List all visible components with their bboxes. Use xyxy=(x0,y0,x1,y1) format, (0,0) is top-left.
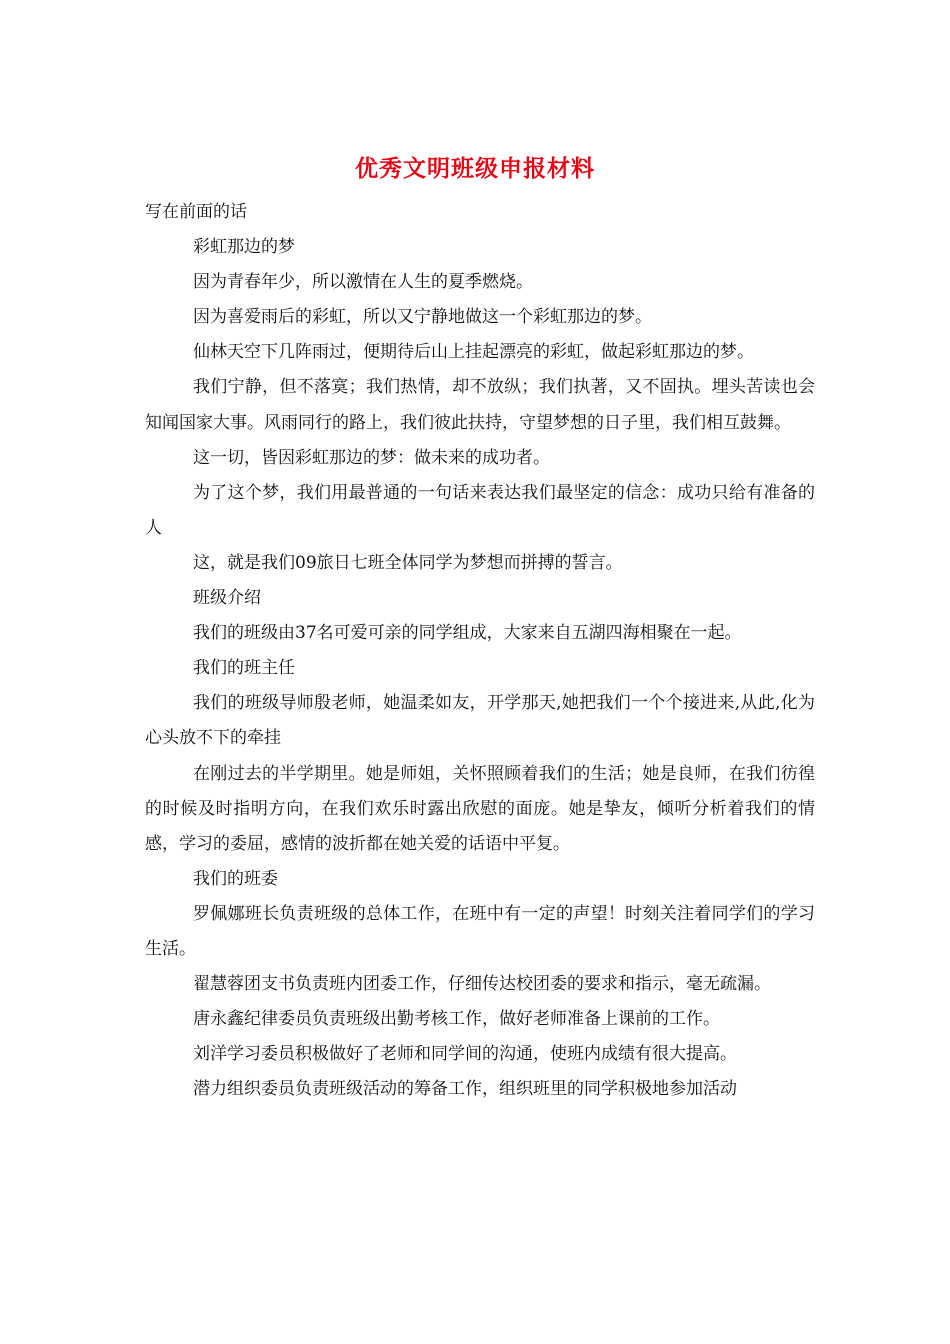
paragraph: 我们的班级由37名可爱可亲的同学组成，大家来自五湖四海相聚在一起。 xyxy=(193,623,742,644)
paragraph: 潜力组织委员负责班级活动的筹备工作，组织班里的同学积极地参加活动 xyxy=(193,1079,737,1100)
subheading: 我们的班主任 xyxy=(193,658,295,679)
paragraph: 罗佩娜班长负责班级的总体工作，在班中有一定的声望！时刻关注着同学们的学习生活。 xyxy=(145,903,815,959)
paragraph: 我们宁静，但不落寞；我们热情，却不放纵；我们执著，又不固执。埋头苦读也会知闻国家大事。风雨同行的路上，我们彼此扶持，守望梦想的日子里，我们相互鼓舞。 xyxy=(145,377,815,433)
paragraph: 刘洋学习委员积极做好了老师和同学间的沟通，使班内成绩有很大提高。 xyxy=(193,1044,737,1065)
paragraph: 唐永鑫纪律委员负责班级出勤考核工作，做好老师准备上课前的工作。 xyxy=(193,1009,720,1030)
paragraph: 为了这个梦，我们用最普通的一句话来表达我们最坚定的信念：成功只给有准备的人 xyxy=(145,482,815,538)
subheading: 班级介绍 xyxy=(193,588,261,609)
paragraph: 翟慧蓉团支书负责班内团委工作，仔细传达校团委的要求和指示，毫无疏漏。 xyxy=(193,974,771,995)
paragraph: 因为青春年少，所以激情在人生的夏季燃烧。 xyxy=(193,272,533,293)
paragraph: 在刚过去的半学期里。她是师姐，关怀照顾着我们的生活；她是良师，在我们彷徨的时候及时指明方向，在我们欢乐时露出欣慰的面庞。她是挚友，倾听分析着我们的情感，学习的委屈，感情的波折都在她关爱的话语中平复。 xyxy=(145,763,815,854)
paragraph: 这一切，皆因彩虹那边的梦：做未来的成功者。 xyxy=(193,447,550,468)
document-body xyxy=(145,195,815,1107)
subheading: 我们的班委 xyxy=(193,868,278,889)
section-heading: 写在前面的话 xyxy=(145,202,247,222)
paragraph: 因为喜爱雨后的彩虹，所以又宁静地做这一个彩虹那边的梦。 xyxy=(193,307,652,328)
paragraph: 仙林天空下几阵雨过，便期待后山上挂起漂亮的彩虹，做起彩虹那边的梦。 xyxy=(193,342,754,363)
document-title: 优秀文明班级申报材料 xyxy=(355,155,595,182)
paragraph: 这，就是我们09旅日七班全体同学为梦想而拼搏的誓言。 xyxy=(193,552,623,573)
subheading: 彩虹那边的梦 xyxy=(193,237,295,258)
paragraph: 我们的班级导师殷老师，她温柔如友，开学那天,她把我们一个个接进来,从此,化为心头放不下的牵挂 xyxy=(145,693,815,749)
